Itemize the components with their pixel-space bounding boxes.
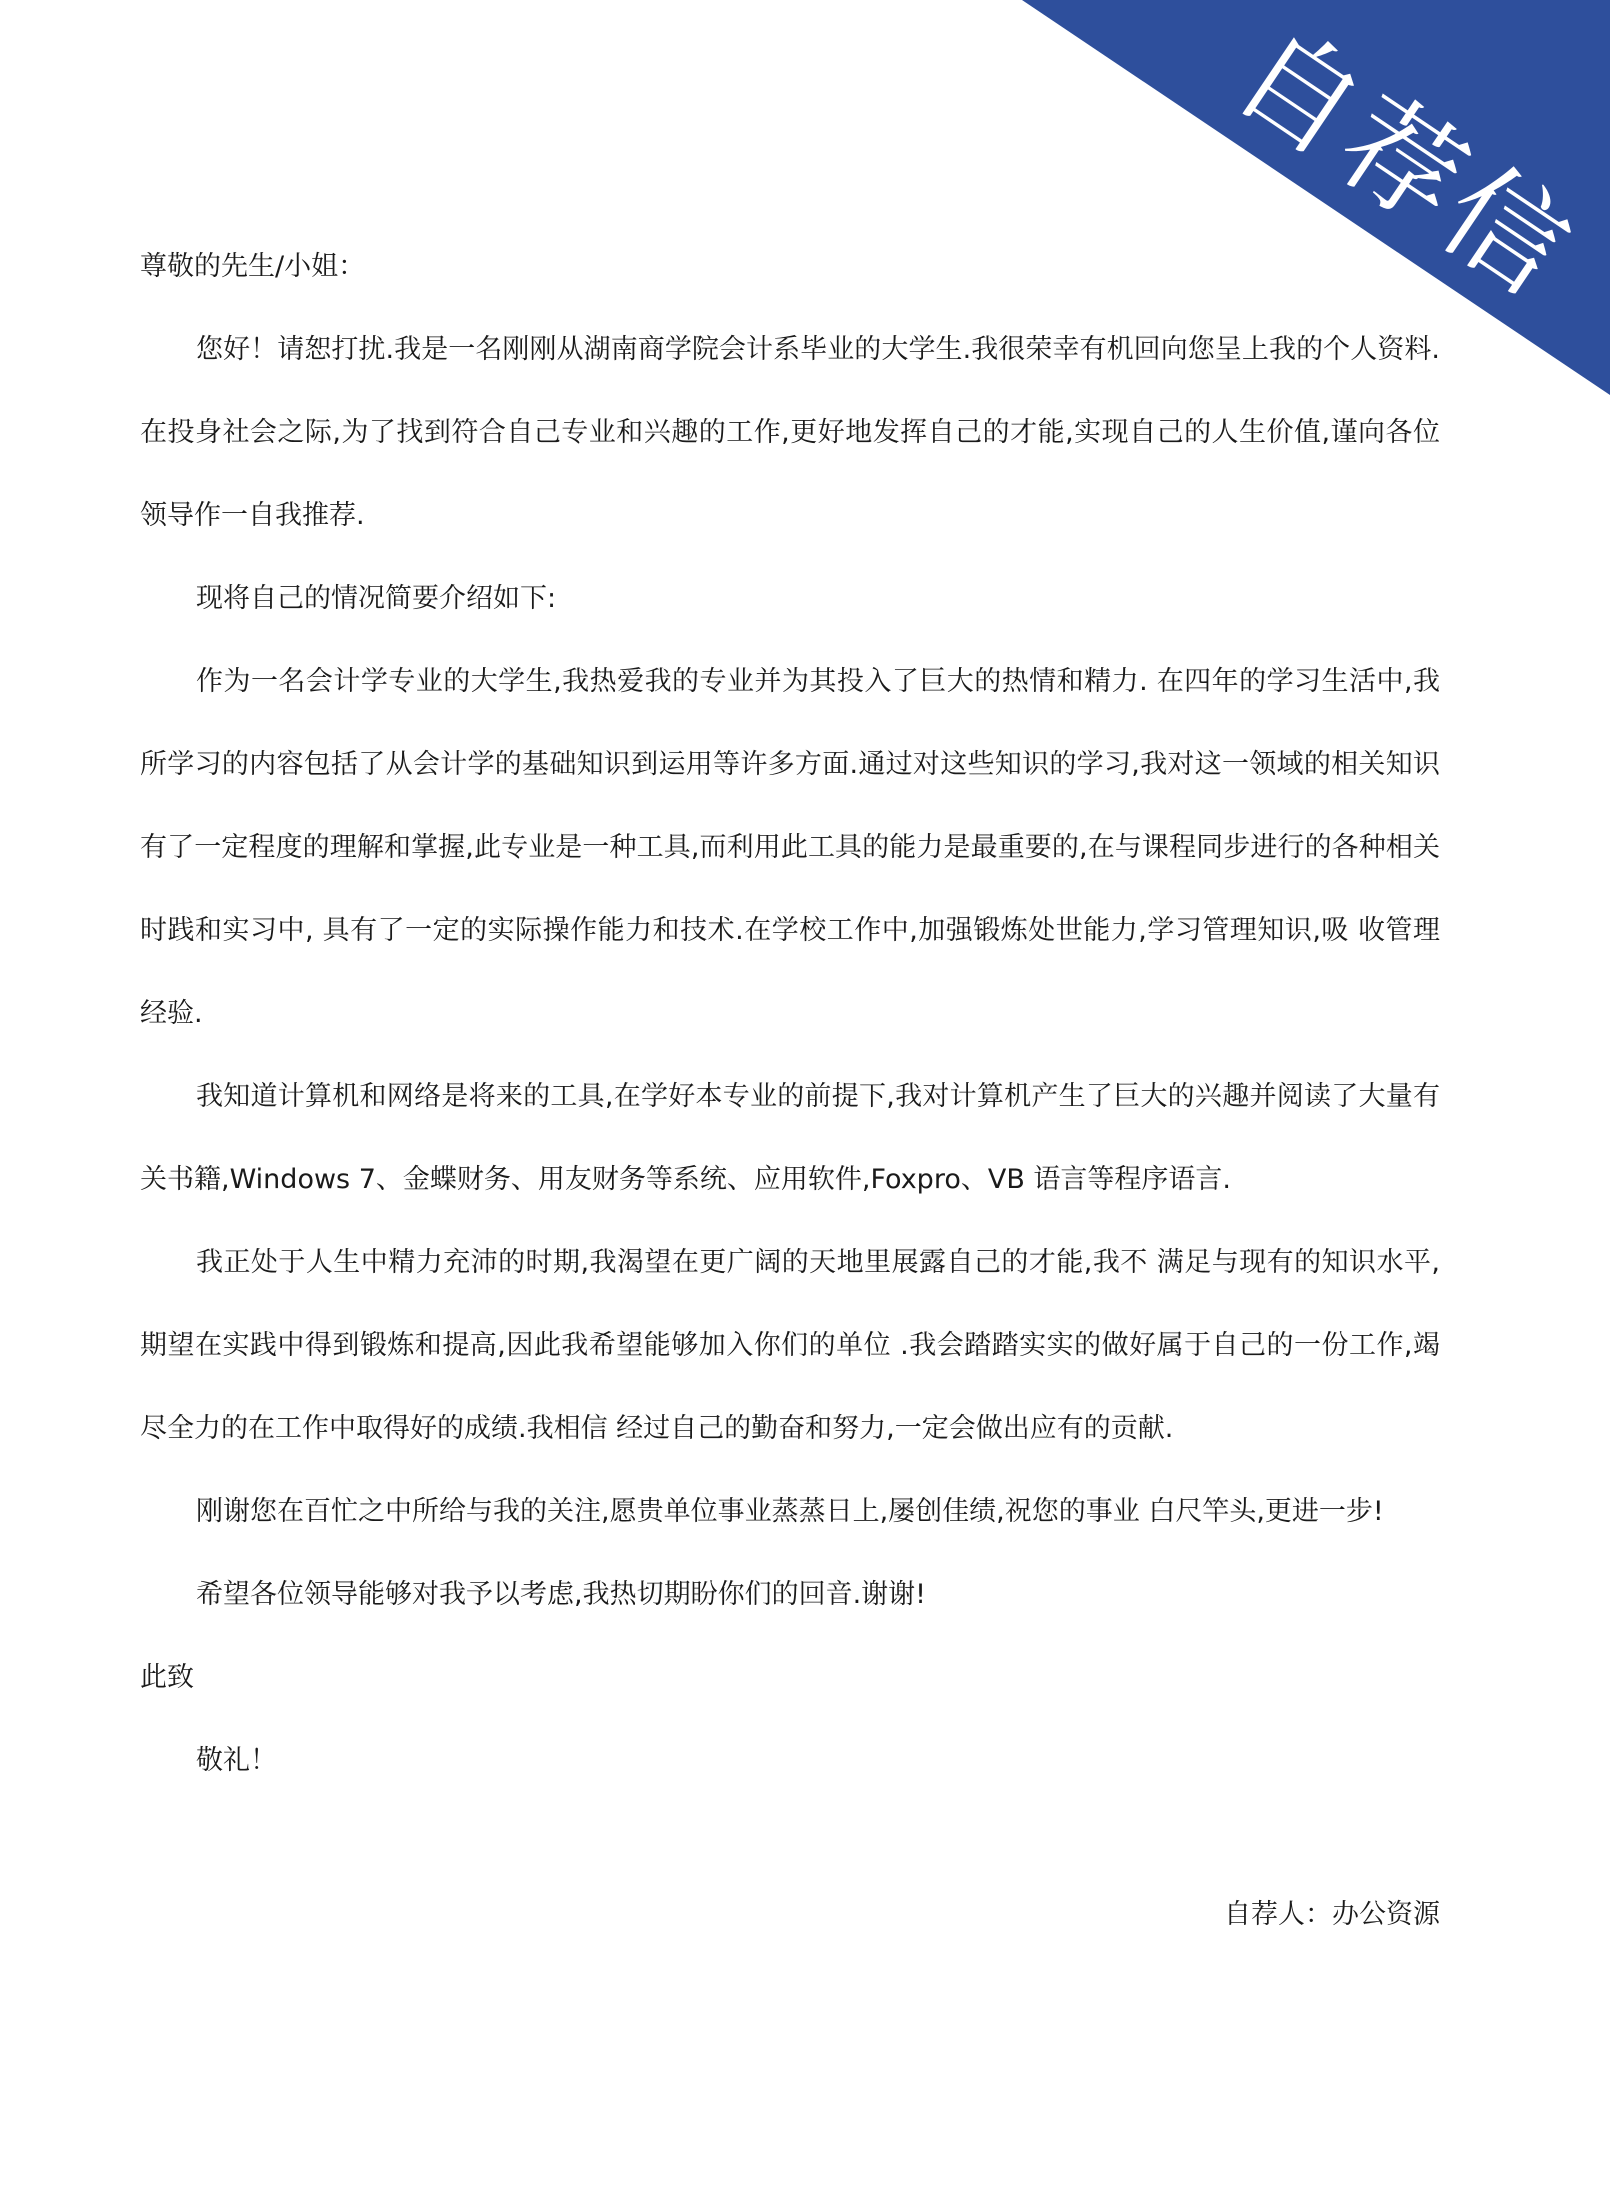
closing: 此致 [140,1662,194,1693]
salutation: 尊敬的先生/小姐： [140,251,366,282]
paragraph-major: 作为一名会计学专业的大学生,我热爱我的专业并为其投入了巨大的热情和精力. 在四年的学习生活中,我所学习的内容包括了从会计学的基础知识到运用等许多方面.通过对这些知识的学习,我对这一领域的相关知识有了一定程度的理解和掌握,此专业是一种工具,而利用此工具的能力是最重要的,在与课程同步进行的各种相关时践和实习中, 具有了一定的实际操作能力和技术.在学校工作中,加强锻炼处世能力,学习管理知识,吸 收管理经验. [140,666,1440,1029]
paragraph-intro: 您好！请恕打扰.我是一名刚刚从湖南商学院会计系毕业的大学生.我很荣幸有机回向您呈上我的个人资料.在投身社会之际,为了找到符合自己专业和兴趣的工作,更好地发挥自己的才能,实现自己的人生价值,谨向各位领导作一自我推荐. [140,334,1440,531]
paragraph-aspiration: 我正处于人生中精力充沛的时期,我渴望在更广阔的天地里展露自己的才能,我不 满足与现有的知识水平,期望在实践中得到锻炼和提高,因此我希望能够加入你们的单位 .我会踏踏实实的做好属于自己的一份工作,竭尽全力的在工作中取得好的成绩.我相信 经过自己的勤奋和努力,一定会做出应有的贡献. [140,1247,1440,1444]
letter-body [140,225,1440,1802]
regards: 敬礼！ [196,1745,277,1776]
paragraph-computer: 我知道计算机和网络是将来的工具,在学好本专业的前提下,我对计算机产生了巨大的兴趣并阅读了大量有关书籍,Windows 7、金蝶财务、用友财务等系统、应用软件,Foxpro、VB 语言等程序语言. [140,1081,1440,1195]
signature: 自荐人：办公资源 [1224,1899,1440,1930]
paragraph-overview: 现将自己的情况简要介绍如下: [196,583,557,614]
paragraph-hope: 希望各位领导能够对我予以考虑,我热切期盼你们的回音.谢谢! [196,1579,926,1610]
paragraph-thanks: 刚谢您在百忙之中所给与我的关注,愿贵单位事业蒸蒸日上,屡创佳绩,祝您的事业 白尺竿头,更进一步! [196,1496,1384,1527]
banner-title: 自荐信 [1212,1,1598,324]
